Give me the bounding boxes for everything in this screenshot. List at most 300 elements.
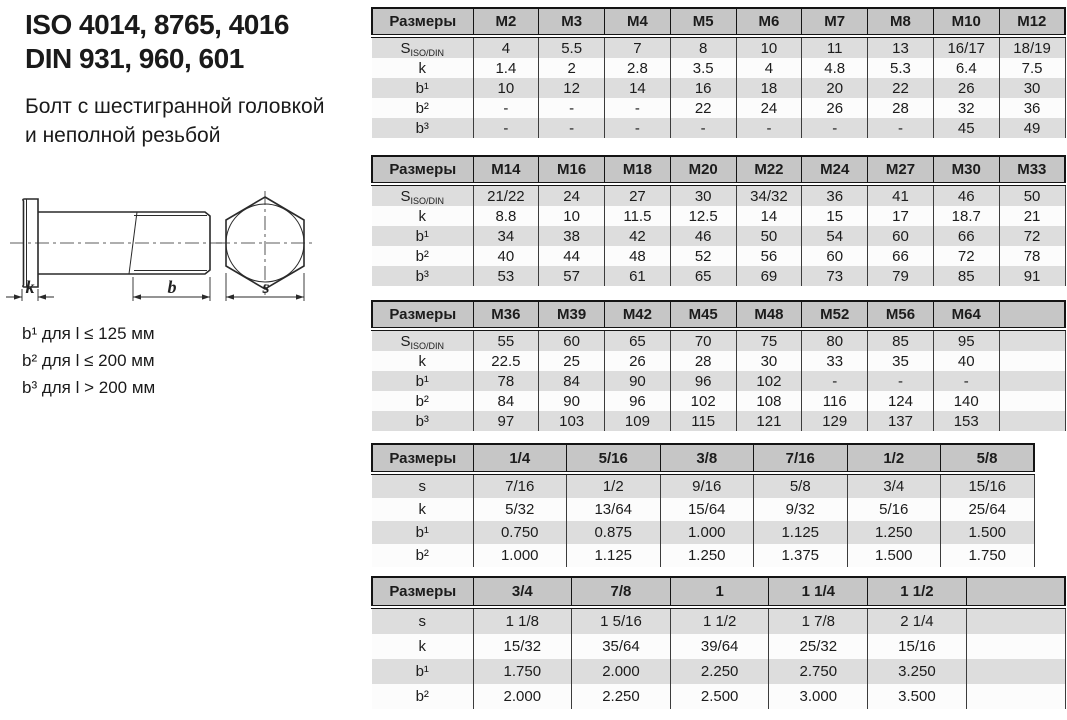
row-label xyxy=(372,266,473,286)
cell-value: 1.000 xyxy=(473,544,567,567)
table-row xyxy=(372,473,1034,498)
cell-value: 124 xyxy=(868,391,934,411)
cell-value: 0.750 xyxy=(473,521,567,544)
cell-value: - xyxy=(933,371,999,391)
cell-value: 102 xyxy=(670,391,736,411)
cell-value: - xyxy=(802,371,868,391)
title-din-line: DIN 931, 960, 601 xyxy=(25,43,244,74)
column-header: Размеры xyxy=(372,156,473,184)
empty-cell xyxy=(999,351,1065,371)
column-header: M56 xyxy=(868,301,934,329)
row-label xyxy=(372,226,473,246)
row-label-text: S xyxy=(400,187,411,205)
row-label-text: b¹ xyxy=(415,79,429,97)
cell-value: 2 1/4 xyxy=(868,607,967,634)
cell-value: 2.250 xyxy=(572,684,671,709)
cell-value: - xyxy=(539,98,605,118)
row-label xyxy=(372,659,473,684)
s-arrow-right xyxy=(296,294,304,299)
row-label xyxy=(372,498,473,521)
row-label xyxy=(372,391,473,411)
row-label-text: b² xyxy=(415,688,429,705)
cell-value: 80 xyxy=(802,329,868,351)
cell-value: 55 xyxy=(473,329,539,351)
column-header: M7 xyxy=(802,8,868,36)
row-label xyxy=(372,544,473,567)
cell-value: 14 xyxy=(736,206,802,226)
cell-value: 1.125 xyxy=(754,521,848,544)
table-row xyxy=(372,371,1065,391)
cell-value: 28 xyxy=(670,351,736,371)
cell-value: 35/64 xyxy=(572,634,671,659)
cell-value: 1.500 xyxy=(941,521,1035,544)
table-row xyxy=(372,266,1065,286)
cell-value: 36 xyxy=(999,98,1065,118)
cell-value: 1.750 xyxy=(941,544,1035,567)
cell-value: 57 xyxy=(539,266,605,286)
cell-value: 78 xyxy=(999,246,1065,266)
cell-value: 18/19 xyxy=(999,36,1065,58)
empty-cell xyxy=(999,391,1065,411)
table-row xyxy=(372,98,1065,118)
s-arrow-left xyxy=(226,294,234,299)
cell-value: 0.875 xyxy=(567,521,661,544)
footnotes xyxy=(22,320,155,401)
cell-value: 1.125 xyxy=(567,544,661,567)
cell-value: 7/16 xyxy=(473,473,567,498)
cell-value: 25/32 xyxy=(769,634,868,659)
cell-value: 39/64 xyxy=(670,634,769,659)
cell-value: 25 xyxy=(539,351,605,371)
table-row xyxy=(372,58,1065,78)
column-header: M5 xyxy=(670,8,736,36)
row-label-subscript: ISO/DIN xyxy=(410,47,445,58)
column-header: M2 xyxy=(473,8,539,36)
row-label xyxy=(372,684,473,709)
cell-value: 26 xyxy=(802,98,868,118)
column-header: Размеры xyxy=(372,8,473,36)
cell-value: 129 xyxy=(802,411,868,431)
row-label-text: k xyxy=(418,59,426,77)
cell-value: 36 xyxy=(802,184,868,206)
cell-value: 2.750 xyxy=(769,659,868,684)
cell-value: 84 xyxy=(539,371,605,391)
column-header: M22 xyxy=(736,156,802,184)
cell-value: 15 xyxy=(802,206,868,226)
cell-value: 40 xyxy=(933,351,999,371)
cell-value: 108 xyxy=(736,391,802,411)
cell-value: 109 xyxy=(605,411,671,431)
cell-value: 45 xyxy=(933,118,999,138)
column-header: M52 xyxy=(802,301,868,329)
cell-value: - xyxy=(605,118,671,138)
cell-value: 116 xyxy=(802,391,868,411)
footnote-b2: b² для l ≤ 200 мм xyxy=(22,351,155,370)
cell-value: 65 xyxy=(605,329,671,351)
cell-value: - xyxy=(670,118,736,138)
cell-value: 49 xyxy=(999,118,1065,138)
size-table-m14-m33 xyxy=(371,155,1066,286)
cell-value: 30 xyxy=(999,78,1065,98)
cell-value: 5/8 xyxy=(754,473,848,498)
cell-value: 73 xyxy=(802,266,868,286)
cell-value: 34/32 xyxy=(736,184,802,206)
row-label xyxy=(372,411,473,431)
cell-value: 85 xyxy=(868,329,934,351)
cell-value: 95 xyxy=(933,329,999,351)
cell-value: 3/4 xyxy=(847,473,941,498)
cell-value: 97 xyxy=(473,411,539,431)
cell-value: 5.3 xyxy=(868,58,934,78)
column-header: M20 xyxy=(670,156,736,184)
cell-value: 10 xyxy=(736,36,802,58)
cell-value: 30 xyxy=(670,184,736,206)
cell-value: 22 xyxy=(670,98,736,118)
cell-value: 1 1/8 xyxy=(473,607,572,634)
column-header: 1/2 xyxy=(847,444,941,473)
dim-label-k: k xyxy=(25,277,35,297)
cell-value: 32 xyxy=(933,98,999,118)
cell-value: 102 xyxy=(736,371,802,391)
column-header: M6 xyxy=(736,8,802,36)
cell-value: 24 xyxy=(736,98,802,118)
cell-value: 65 xyxy=(670,266,736,286)
table-row xyxy=(372,184,1065,206)
cell-value: 10 xyxy=(539,206,605,226)
cell-value: 137 xyxy=(868,411,934,431)
cell-value: 15/16 xyxy=(868,634,967,659)
cell-value: 5/16 xyxy=(847,498,941,521)
cell-value: 8.8 xyxy=(473,206,539,226)
table-row xyxy=(372,36,1065,58)
cell-value: 5/32 xyxy=(473,498,567,521)
cell-value: 22 xyxy=(868,78,934,98)
cell-value: - xyxy=(473,98,539,118)
cell-value: 24 xyxy=(539,184,605,206)
cell-value: 2.8 xyxy=(605,58,671,78)
cell-value: 61 xyxy=(605,266,671,286)
column-header: 1 1/4 xyxy=(769,577,868,607)
cell-value: 54 xyxy=(802,226,868,246)
cell-value: 25/64 xyxy=(941,498,1035,521)
column-header: M39 xyxy=(539,301,605,329)
cell-value: 2.000 xyxy=(473,684,572,709)
cell-value: 15/16 xyxy=(941,473,1035,498)
cell-value: 1.250 xyxy=(847,521,941,544)
cell-value: 103 xyxy=(539,411,605,431)
cell-value: 115 xyxy=(670,411,736,431)
cell-value: 84 xyxy=(473,391,539,411)
cell-value: - xyxy=(868,118,934,138)
row-label-text: b¹ xyxy=(415,372,429,390)
row-label-text: b³ xyxy=(415,412,429,430)
row-label xyxy=(372,206,473,226)
row-label-text: k xyxy=(418,207,426,225)
cell-value: 2 xyxy=(539,58,605,78)
size-table-m36-m64 xyxy=(371,300,1066,431)
cell-value: 60 xyxy=(539,329,605,351)
cell-value: 26 xyxy=(933,78,999,98)
column-header: M64 xyxy=(933,301,999,329)
table-row xyxy=(372,226,1065,246)
table-row xyxy=(372,634,1065,659)
column-header: M3 xyxy=(539,8,605,36)
cell-value: 13/64 xyxy=(567,498,661,521)
empty-cell xyxy=(999,329,1065,351)
table-row xyxy=(372,246,1065,266)
row-label-subscript: ISO/DIN xyxy=(410,340,445,351)
cell-value: 66 xyxy=(933,226,999,246)
cell-value: 1.000 xyxy=(660,521,754,544)
column-header: 7/8 xyxy=(572,577,671,607)
empty-cell xyxy=(966,659,1065,684)
column-header: M30 xyxy=(933,156,999,184)
cell-value: 48 xyxy=(605,246,671,266)
cell-value: 18.7 xyxy=(933,206,999,226)
row-label xyxy=(372,118,473,138)
cell-value: 85 xyxy=(933,266,999,286)
row-label-text: S xyxy=(400,332,411,350)
cell-value: 72 xyxy=(933,246,999,266)
dimension-table-4 xyxy=(371,576,1066,709)
cell-value: 10 xyxy=(473,78,539,98)
row-label xyxy=(372,58,473,78)
k-arrow-left xyxy=(14,294,22,299)
cell-value: 12.5 xyxy=(670,206,736,226)
row-label xyxy=(372,521,473,544)
column-header: M12 xyxy=(999,8,1065,36)
cell-value: 18 xyxy=(736,78,802,98)
cell-value: 27 xyxy=(605,184,671,206)
column-header: 7/16 xyxy=(754,444,848,473)
row-label xyxy=(372,78,473,98)
empty-cell xyxy=(966,684,1065,709)
cell-value: 34 xyxy=(473,226,539,246)
cell-value: 60 xyxy=(802,246,868,266)
cell-value: 1.250 xyxy=(660,544,754,567)
cell-value: 75 xyxy=(736,329,802,351)
cell-value: 3.250 xyxy=(868,659,967,684)
cell-value: 7 xyxy=(605,36,671,58)
bolt-drawing-svg xyxy=(0,183,345,318)
cell-value: 72 xyxy=(999,226,1065,246)
column-header: 3/4 xyxy=(473,577,572,607)
table-row xyxy=(372,391,1065,411)
column-header: M36 xyxy=(473,301,539,329)
cell-value: 96 xyxy=(670,371,736,391)
cell-value: 1.500 xyxy=(847,544,941,567)
row-label-text: b¹ xyxy=(415,663,429,680)
table-row xyxy=(372,411,1065,431)
column-header xyxy=(966,577,1065,607)
cell-value: - xyxy=(605,98,671,118)
size-table-inch-large xyxy=(371,576,1066,709)
row-label xyxy=(372,98,473,118)
cell-value: 22.5 xyxy=(473,351,539,371)
row-label-text: b³ xyxy=(415,119,429,137)
column-header: M48 xyxy=(736,301,802,329)
row-label-text: s xyxy=(418,613,426,630)
cell-value: 30 xyxy=(736,351,802,371)
cell-value: - xyxy=(736,118,802,138)
empty-cell xyxy=(966,607,1065,634)
column-header: M8 xyxy=(868,8,934,36)
cell-value: 2.000 xyxy=(572,659,671,684)
cell-value: 44 xyxy=(539,246,605,266)
cell-value: 5.5 xyxy=(539,36,605,58)
cell-value: 17 xyxy=(868,206,934,226)
table-row xyxy=(372,659,1065,684)
cell-value: 6.4 xyxy=(933,58,999,78)
cell-value: 3.5 xyxy=(670,58,736,78)
cell-value: 96 xyxy=(605,391,671,411)
cell-value: 2.500 xyxy=(670,684,769,709)
row-label xyxy=(372,371,473,391)
cell-value: 4 xyxy=(736,58,802,78)
cell-value: 121 xyxy=(736,411,802,431)
column-header: M24 xyxy=(802,156,868,184)
cell-value: 46 xyxy=(933,184,999,206)
column-header: M16 xyxy=(539,156,605,184)
row-label-text: k xyxy=(418,352,426,370)
row-label-subscript: ISO/DIN xyxy=(410,195,445,206)
footnote-b1: b¹ для l ≤ 125 мм xyxy=(22,324,155,343)
row-label xyxy=(372,329,473,351)
cell-value: 20 xyxy=(802,78,868,98)
cell-value: 78 xyxy=(473,371,539,391)
table-row xyxy=(372,78,1065,98)
row-label-text: S xyxy=(400,39,411,57)
column-header: M14 xyxy=(473,156,539,184)
cell-value: 1 1/2 xyxy=(670,607,769,634)
row-label-text: b² xyxy=(415,547,429,564)
empty-cell xyxy=(999,371,1065,391)
cell-value: 52 xyxy=(670,246,736,266)
row-label xyxy=(372,246,473,266)
cell-value: 46 xyxy=(670,226,736,246)
table-row xyxy=(372,351,1065,371)
table-row xyxy=(372,544,1034,567)
column-header: Размеры xyxy=(372,301,473,329)
dimension-table-2 xyxy=(371,300,1066,431)
dimension-table-1 xyxy=(371,155,1066,286)
row-label xyxy=(372,351,473,371)
cell-value: 1.750 xyxy=(473,659,572,684)
cell-value: 41 xyxy=(868,184,934,206)
column-header: Размеры xyxy=(372,577,473,607)
cell-value: 1/2 xyxy=(567,473,661,498)
row-label-text: b¹ xyxy=(415,524,429,541)
cell-value: 26 xyxy=(605,351,671,371)
k-arrow-right xyxy=(38,294,46,299)
cell-value: 11 xyxy=(802,36,868,58)
column-header: 5/16 xyxy=(567,444,661,473)
row-label-text: b² xyxy=(415,247,429,265)
column-header: 1/4 xyxy=(473,444,567,473)
table-row xyxy=(372,329,1065,351)
row-label-text: s xyxy=(418,478,426,495)
b-arrow-left xyxy=(133,294,141,299)
row-label-text: k xyxy=(418,638,426,655)
cell-value: 35 xyxy=(868,351,934,371)
cell-value: 15/32 xyxy=(473,634,572,659)
subtitle-line-2: и неполной резьбой xyxy=(25,124,221,147)
empty-cell xyxy=(966,634,1065,659)
row-label-text: b² xyxy=(415,392,429,410)
footnote-b3: b³ для l > 200 мм xyxy=(22,378,156,397)
cell-value: 12 xyxy=(539,78,605,98)
cell-value: - xyxy=(868,371,934,391)
dimension-table-3 xyxy=(371,443,1035,567)
column-header xyxy=(999,301,1065,329)
page-subtitle xyxy=(25,92,324,150)
cell-value: 60 xyxy=(868,226,934,246)
cell-value: 16/17 xyxy=(933,36,999,58)
bolt-technical-drawing xyxy=(0,183,345,323)
title-iso-line: ISO 4014, 8765, 4016 xyxy=(25,9,289,40)
row-label xyxy=(372,607,473,634)
table-row xyxy=(372,521,1034,544)
cell-value: 9/16 xyxy=(660,473,754,498)
row-label xyxy=(372,473,473,498)
b-arrow-right xyxy=(202,294,210,299)
cell-value: 42 xyxy=(605,226,671,246)
cell-value: 56 xyxy=(736,246,802,266)
cell-value: 4 xyxy=(473,36,539,58)
table-row xyxy=(372,607,1065,634)
cell-value: - xyxy=(539,118,605,138)
column-header: Размеры xyxy=(372,444,473,473)
column-header: M4 xyxy=(605,8,671,36)
cell-value: 3.000 xyxy=(769,684,868,709)
table-row xyxy=(372,206,1065,226)
cell-value: 11.5 xyxy=(605,206,671,226)
row-label-text: b³ xyxy=(415,267,429,285)
cell-value: 90 xyxy=(539,391,605,411)
table-row xyxy=(372,684,1065,709)
subtitle-line-1: Болт с шестигранной головкой xyxy=(25,95,325,118)
cell-value: 50 xyxy=(736,226,802,246)
column-header: M42 xyxy=(605,301,671,329)
cell-value: 79 xyxy=(868,266,934,286)
cell-value: 1 7/8 xyxy=(769,607,868,634)
cell-value: 66 xyxy=(868,246,934,266)
size-table-inch-small xyxy=(371,443,1035,567)
column-header: M18 xyxy=(605,156,671,184)
dim-label-s: s xyxy=(262,277,270,297)
cell-value: 90 xyxy=(605,371,671,391)
cell-value: 91 xyxy=(999,266,1065,286)
row-label xyxy=(372,36,473,58)
cell-value: 21/22 xyxy=(473,184,539,206)
cell-value: 1 5/16 xyxy=(572,607,671,634)
column-header: 1 xyxy=(670,577,769,607)
cell-value: 33 xyxy=(802,351,868,371)
table-row xyxy=(372,118,1065,138)
cell-value: 16 xyxy=(670,78,736,98)
page-title xyxy=(25,8,289,76)
cell-value: 1.375 xyxy=(754,544,848,567)
cell-value: 4.8 xyxy=(802,58,868,78)
dim-label-b: b xyxy=(167,277,177,297)
cell-value: 53 xyxy=(473,266,539,286)
cell-value: 69 xyxy=(736,266,802,286)
cell-value: 15/64 xyxy=(660,498,754,521)
column-header: 3/8 xyxy=(660,444,754,473)
cell-value: 8 xyxy=(670,36,736,58)
size-table-m2-m12 xyxy=(371,7,1066,138)
empty-cell xyxy=(999,411,1065,431)
